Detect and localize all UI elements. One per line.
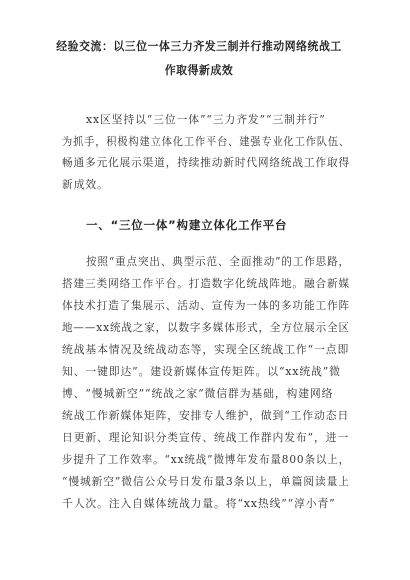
body-line: 搭建三类网络工作平台。打造数字化统战阵地。融合新媒 bbox=[62, 277, 351, 290]
body-line: 按照“重点突出、典型示范、全面推动”的工作思路， bbox=[86, 255, 350, 268]
body-line: “慢城新空”微信公众号日发布量3条以上，单篇阅读量上 bbox=[62, 475, 350, 488]
body-line: 千人次。注入自媒体统战力量。将“xx热线”“淳小青” bbox=[62, 497, 336, 510]
body-line: 统战基本情况及统战动态等，实现全区统战工作“一点即 bbox=[62, 343, 350, 356]
body-line: 博、“慢城新空”“统战之家”微信群为基础，构建网络 bbox=[62, 387, 334, 400]
intro-line: 为抓手，积极构建立体化工作平台、建强专业化工作队伍、 bbox=[62, 135, 351, 148]
body-line: 知、一键即达”。建设新媒体宣传矩阵。以“xx统战”微 bbox=[62, 365, 341, 378]
body-line: 步提升了工作效率。“xx统战”微博年发布量800条以上， bbox=[62, 453, 351, 466]
intro-line: 畅通多元化展示渠道，持续推动新时代网络统战工作取得 bbox=[62, 156, 351, 169]
section-heading: 一、“三位一体”构建立体化工作平台 bbox=[86, 218, 288, 232]
body-line: 地——xx统战之家，以数字多媒体形式，全方位展示全区 bbox=[62, 321, 350, 334]
intro-line: 新成效。 bbox=[62, 178, 109, 191]
intro-line: xx区坚持以“三位一体”“三力齐发”“三制并行” bbox=[86, 113, 326, 126]
document-title-line-1: 经验交流：以三位一体三力齐发三制并行推动网络统战工 bbox=[56, 39, 342, 53]
body-line: 体技术打造了集展示、活动、宣传为一体的多功能工作阵 bbox=[62, 299, 351, 312]
body-line: 统战工作新媒体矩阵，安排专人维护，做到“工作动态日 bbox=[62, 409, 350, 422]
body-line: 日更新、理论知识分类宣传、统战工作群内发布”，进一 bbox=[62, 431, 350, 444]
document-title-line-2: 作取得新成效 bbox=[164, 63, 234, 77]
